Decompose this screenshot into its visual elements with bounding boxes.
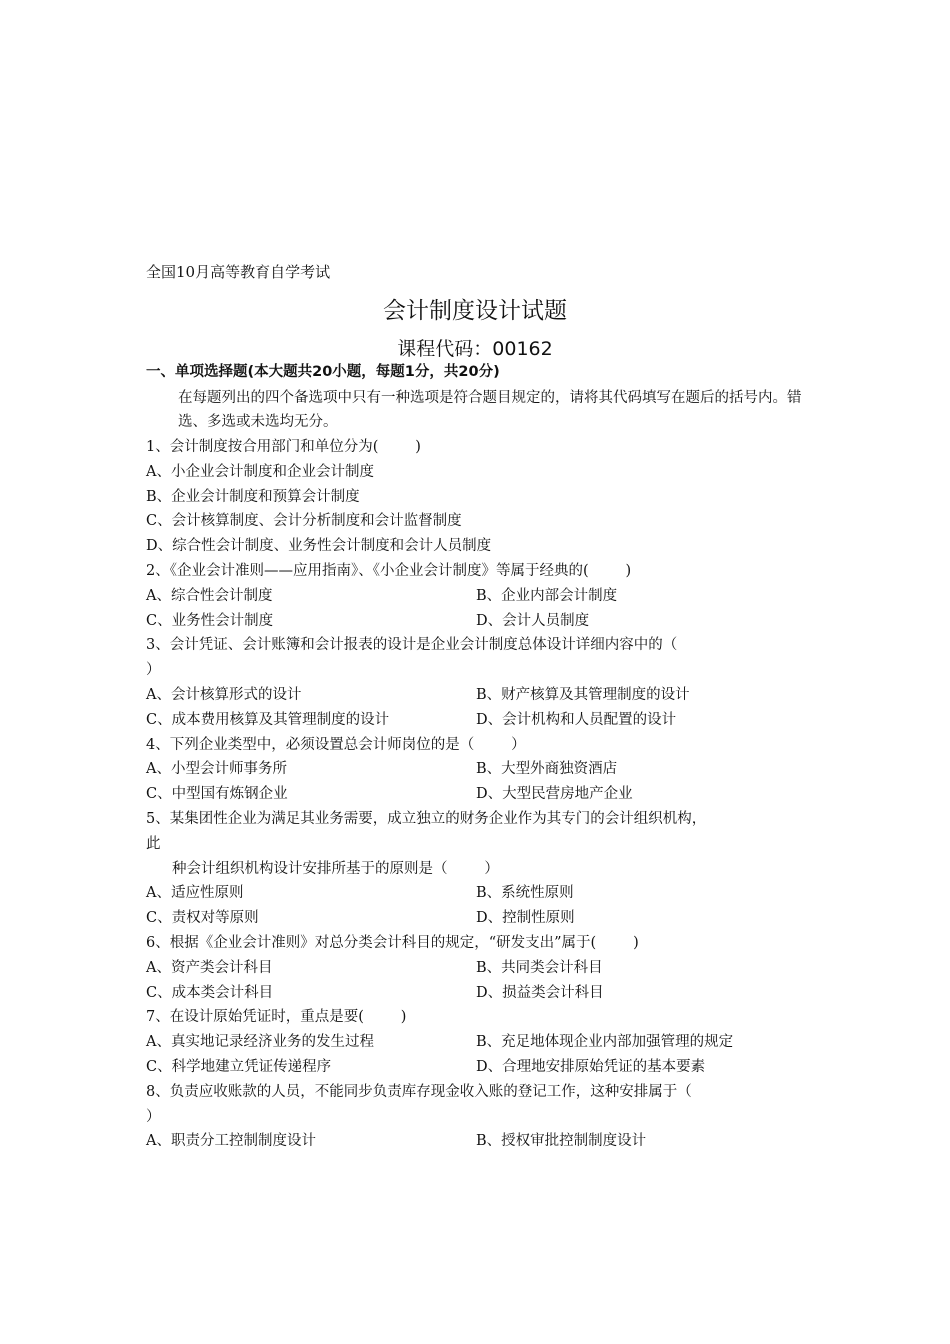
exam-header-line: 全国10月高等教育自学考试 [146, 263, 331, 281]
question-4-stem: 4、下列企业类型中，必须设置总会计师岗位的是（ ） [146, 736, 526, 753]
question-8-option-b: B、授权审批控制制度设计 [476, 1133, 647, 1150]
section-instructions: 在每题列出的四个备选项中只有一种选项是符合题目规定的，请将其代码填写在题后的括号内。错选、多选或未选均无分。 [178, 390, 802, 430]
question-4-option-c: C、中型国有炼钢企业 [146, 786, 288, 803]
section-heading: 一、单项选择题(本大题共20小题，每题1分，共20分) [146, 364, 500, 380]
question-5-option-a: A、适应性原则 [146, 885, 244, 902]
question-5-option-d: D、控制性原则 [476, 910, 575, 927]
question-4-option-a: A、小型会计师事务所 [146, 761, 287, 778]
question-8-options-row-1 [146, 1129, 816, 1154]
question-4-option-b: B、大型外商独资酒店 [476, 761, 618, 778]
question-7-option-b: B、充足地体现企业内部加强管理的规定 [476, 1034, 734, 1051]
question-7-options-row-1 [146, 1030, 816, 1055]
question-8-stem-continued: ） [146, 1108, 161, 1125]
question-2-stem: 2、《企业会计准则——应用指南》、《小企业会计制度》等属于经典的( ) [146, 562, 632, 579]
question-2-option-b: B、企业内部会计制度 [476, 587, 618, 604]
exam-title: 会计制度设计试题 [383, 298, 567, 324]
question-list [146, 435, 816, 1154]
question-5-stem-continued-1: 此 [146, 835, 161, 852]
course-code: 课程代码：00162 [397, 338, 553, 360]
question-5-options-row-2 [146, 906, 816, 931]
question-4-options-row-2 [146, 782, 816, 807]
question-7-option-c: C、科学地建立凭证传递程序 [146, 1058, 332, 1075]
question-3-option-b: B、财产核算及其管理制度的设计 [476, 686, 690, 703]
question-5-stem-continued-2: 种会计组织机构设计安排所基于的原则是（ ） [172, 860, 499, 877]
question-3-option-c: C、成本费用核算及其管理制度的设计 [146, 711, 390, 728]
question-5-stem: 5、某集团性企业为满足其业务需要，成立独立的财务企业作为其专门的会计组织机构， [146, 810, 707, 827]
question-2-option-a: A、综合性会计制度 [146, 587, 273, 604]
question-6-options-row-1 [146, 956, 816, 981]
question-6-option-b: B、共同类会计科目 [476, 959, 603, 976]
question-7-options-row-2 [146, 1055, 816, 1080]
question-1-option-a: A、小企业会计制度和企业会计制度 [146, 463, 374, 480]
question-6-options-row-2 [146, 981, 816, 1006]
question-7-stem: 7、在设计原始凭证时，重点是要( ) [146, 1009, 407, 1026]
question-3-stem: 3、会计凭证、会计账簿和会计报表的设计是企业会计制度总体设计详细内容中的（ [146, 637, 678, 654]
question-2-option-c: C、业务性会计制度 [146, 612, 274, 629]
question-7-option-d: D、合理地安排原始凭证的基本要素 [476, 1058, 706, 1075]
question-6-stem: 6、根据《企业会计准则》对总分类会计科目的规定，“研发支出”属于( ) [146, 934, 639, 951]
question-1-option-c: C、会计核算制度、会计分析制度和会计监督制度 [146, 513, 462, 530]
question-1-stem: 1、会计制度按合用部门和单位分为( ) [146, 439, 421, 455]
question-4-option-d: D、大型民营房地产企业 [476, 786, 633, 803]
question-3-option-d: D、会计机构和人员配置的设计 [476, 711, 677, 728]
question-6-option-d: D、损益类会计科目 [476, 984, 604, 1001]
question-3-options-row-1 [146, 683, 816, 708]
question-5-option-c: C、责权对等原则 [146, 910, 259, 927]
question-4-options-row-1 [146, 757, 816, 782]
question-2-options-row-1 [146, 584, 816, 609]
question-6-option-c: C、成本类会计科目 [146, 984, 274, 1001]
question-5-option-b: B、系统性原则 [476, 885, 574, 902]
question-3-stem-continued: ） [146, 662, 161, 679]
question-5-options-row-1 [146, 881, 816, 906]
question-6-option-a: A、资产类会计科目 [146, 959, 273, 976]
question-7-option-a: A、真实地记录经济业务的发生过程 [146, 1034, 374, 1051]
question-2-option-d: D、会计人员制度 [476, 612, 590, 629]
question-3-options-row-2 [146, 708, 816, 733]
question-2-options-row-2 [146, 609, 816, 634]
question-8-option-a: A、职责分工控制制度设计 [146, 1133, 316, 1150]
question-8-stem: 8、负责应收账款的人员，不能同步负责库存现金收入账的登记工作，这种安排属于（ [146, 1083, 692, 1100]
question-3-option-a: A、会计核算形式的设计 [146, 686, 302, 703]
question-1-option-b: B、企业会计制度和预算会计制度 [146, 488, 360, 505]
question-1-option-d: D、综合性会计制度、业务性会计制度和会计人员制度 [146, 538, 492, 555]
